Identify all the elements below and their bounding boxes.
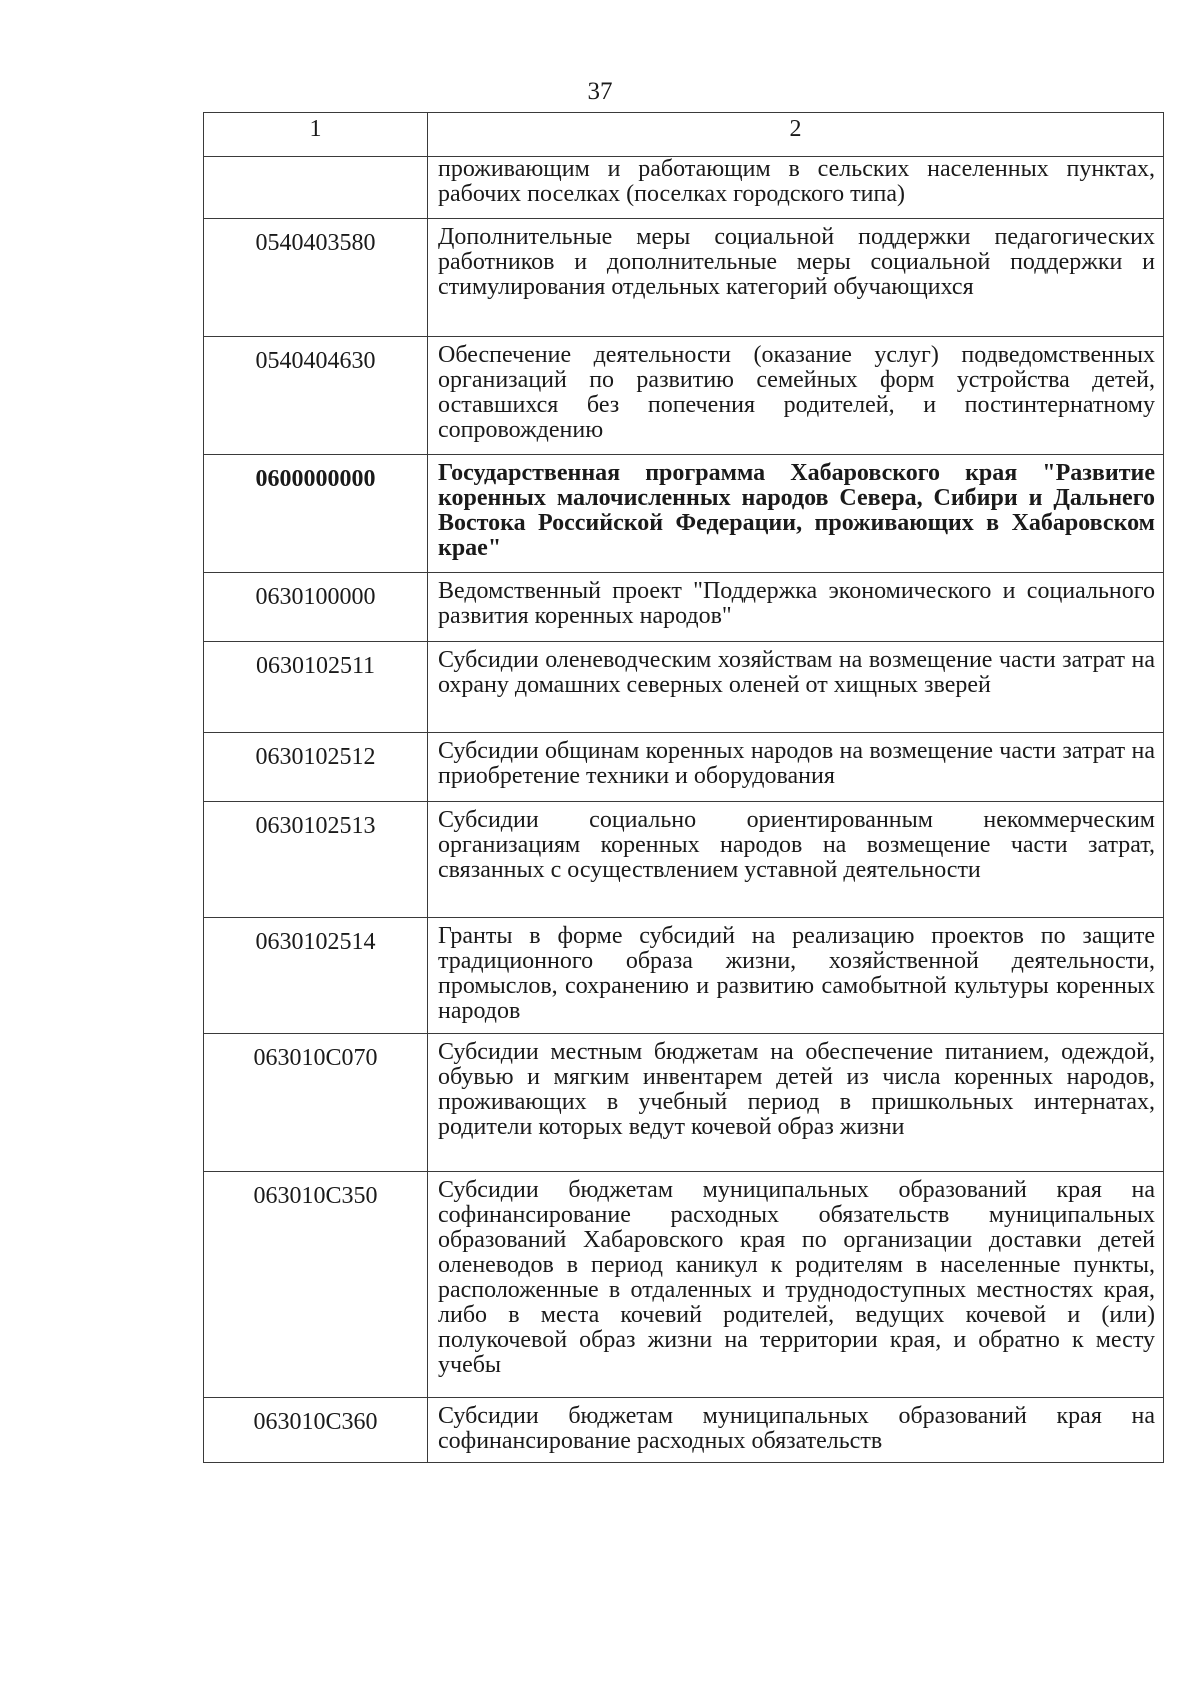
table-row (204, 1034, 1164, 1172)
table-row (204, 1172, 1164, 1398)
column-header-2: 2 (428, 113, 1164, 157)
row-description: Субсидии местным бюджетам на обеспечение питанием, одеждой, обувью и мягким инвентарем детей из числа коренных народов, проживающих в учебный период в пришкольных интернатах, родители которых ведут кочевой образ жизни (428, 1034, 1164, 1172)
table-row-program (204, 455, 1164, 573)
row-code: 0630102511 (204, 642, 428, 733)
row-description: Гранты в форме субсидий на реализацию проектов по защите традиционного образа жизни, хозяйственной деятельности, промыслов, сохранению и развитию самобытной культуры коренных народов (428, 918, 1164, 1034)
row-code: 0630102514 (204, 918, 428, 1034)
row-code: 0600000000 (204, 455, 428, 573)
row-code: 063010С360 (204, 1398, 428, 1463)
row-description: Субсидии оленеводческим хозяйствам на возмещение части затрат на охрану домашних северных оленей от хищных зверей (428, 642, 1164, 733)
row-code: 0540404630 (204, 337, 428, 455)
row-code: 063010С350 (204, 1172, 428, 1398)
table-row (204, 1398, 1164, 1463)
row-code (204, 157, 428, 219)
page-number: 37 (587, 78, 613, 105)
table-row (204, 733, 1164, 802)
row-description: Ведомственный проект "Поддержка экономического и социального развития коренных народов" (428, 573, 1164, 642)
row-code: 0630100000 (204, 573, 428, 642)
budget-classification-table (203, 112, 1164, 1463)
table-row (204, 802, 1164, 918)
row-description: Субсидии социально ориентированным некоммерческим организациям коренных народов на возмещение части затрат, связанных с осуществлением уставной деятельности (428, 802, 1164, 918)
row-code: 0540403580 (204, 219, 428, 337)
row-description: Обеспечение деятельности (оказание услуг) подведомственных организаций по развитию семейных форм устройства детей, оставшихся без попечения родителей, и постинтернатному сопровождению (428, 337, 1164, 455)
table-row (204, 337, 1164, 455)
row-code: 0630102513 (204, 802, 428, 918)
table-row (204, 642, 1164, 733)
table-header-row (204, 113, 1164, 157)
row-code: 0630102512 (204, 733, 428, 802)
row-description: Государственная программа Хабаровского края "Развитие коренных малочисленных народов Севера, Сибири и Дальнего Востока Российской Федерации, проживающих в Хабаровском крае" (428, 455, 1164, 573)
table-row (204, 219, 1164, 337)
row-description: Субсидии общинам коренных народов на возмещение части затрат на приобретение техники и оборудования (428, 733, 1164, 802)
row-description: проживающим и работающим в сельских населенных пунктах, рабочих поселках (поселках городского типа) (428, 157, 1164, 219)
table-row (204, 157, 1164, 219)
row-description: Субсидии бюджетам муниципальных образований края на софинансирование расходных обязательств (428, 1398, 1164, 1463)
row-description: Дополнительные меры социальной поддержки педагогических работников и дополнительные меры социальной поддержки и стимулирования отдельных категорий обучающихся (428, 219, 1164, 337)
row-description: Субсидии бюджетам муниципальных образований края на софинансирование расходных обязательств муниципальных образований Хабаровского края по организации доставки детей оленеводов в период каникул к родителям в населенные пункты, расположенные в отдаленных и труднодоступных местностях края, либо в места кочевий родителей, ведущих кочевой и (или) полукочевой образ жизни на территории края, и обратно к месту учебы (428, 1172, 1164, 1398)
table-row (204, 918, 1164, 1034)
row-code: 063010С070 (204, 1034, 428, 1172)
table-row (204, 573, 1164, 642)
column-header-1: 1 (204, 113, 428, 157)
